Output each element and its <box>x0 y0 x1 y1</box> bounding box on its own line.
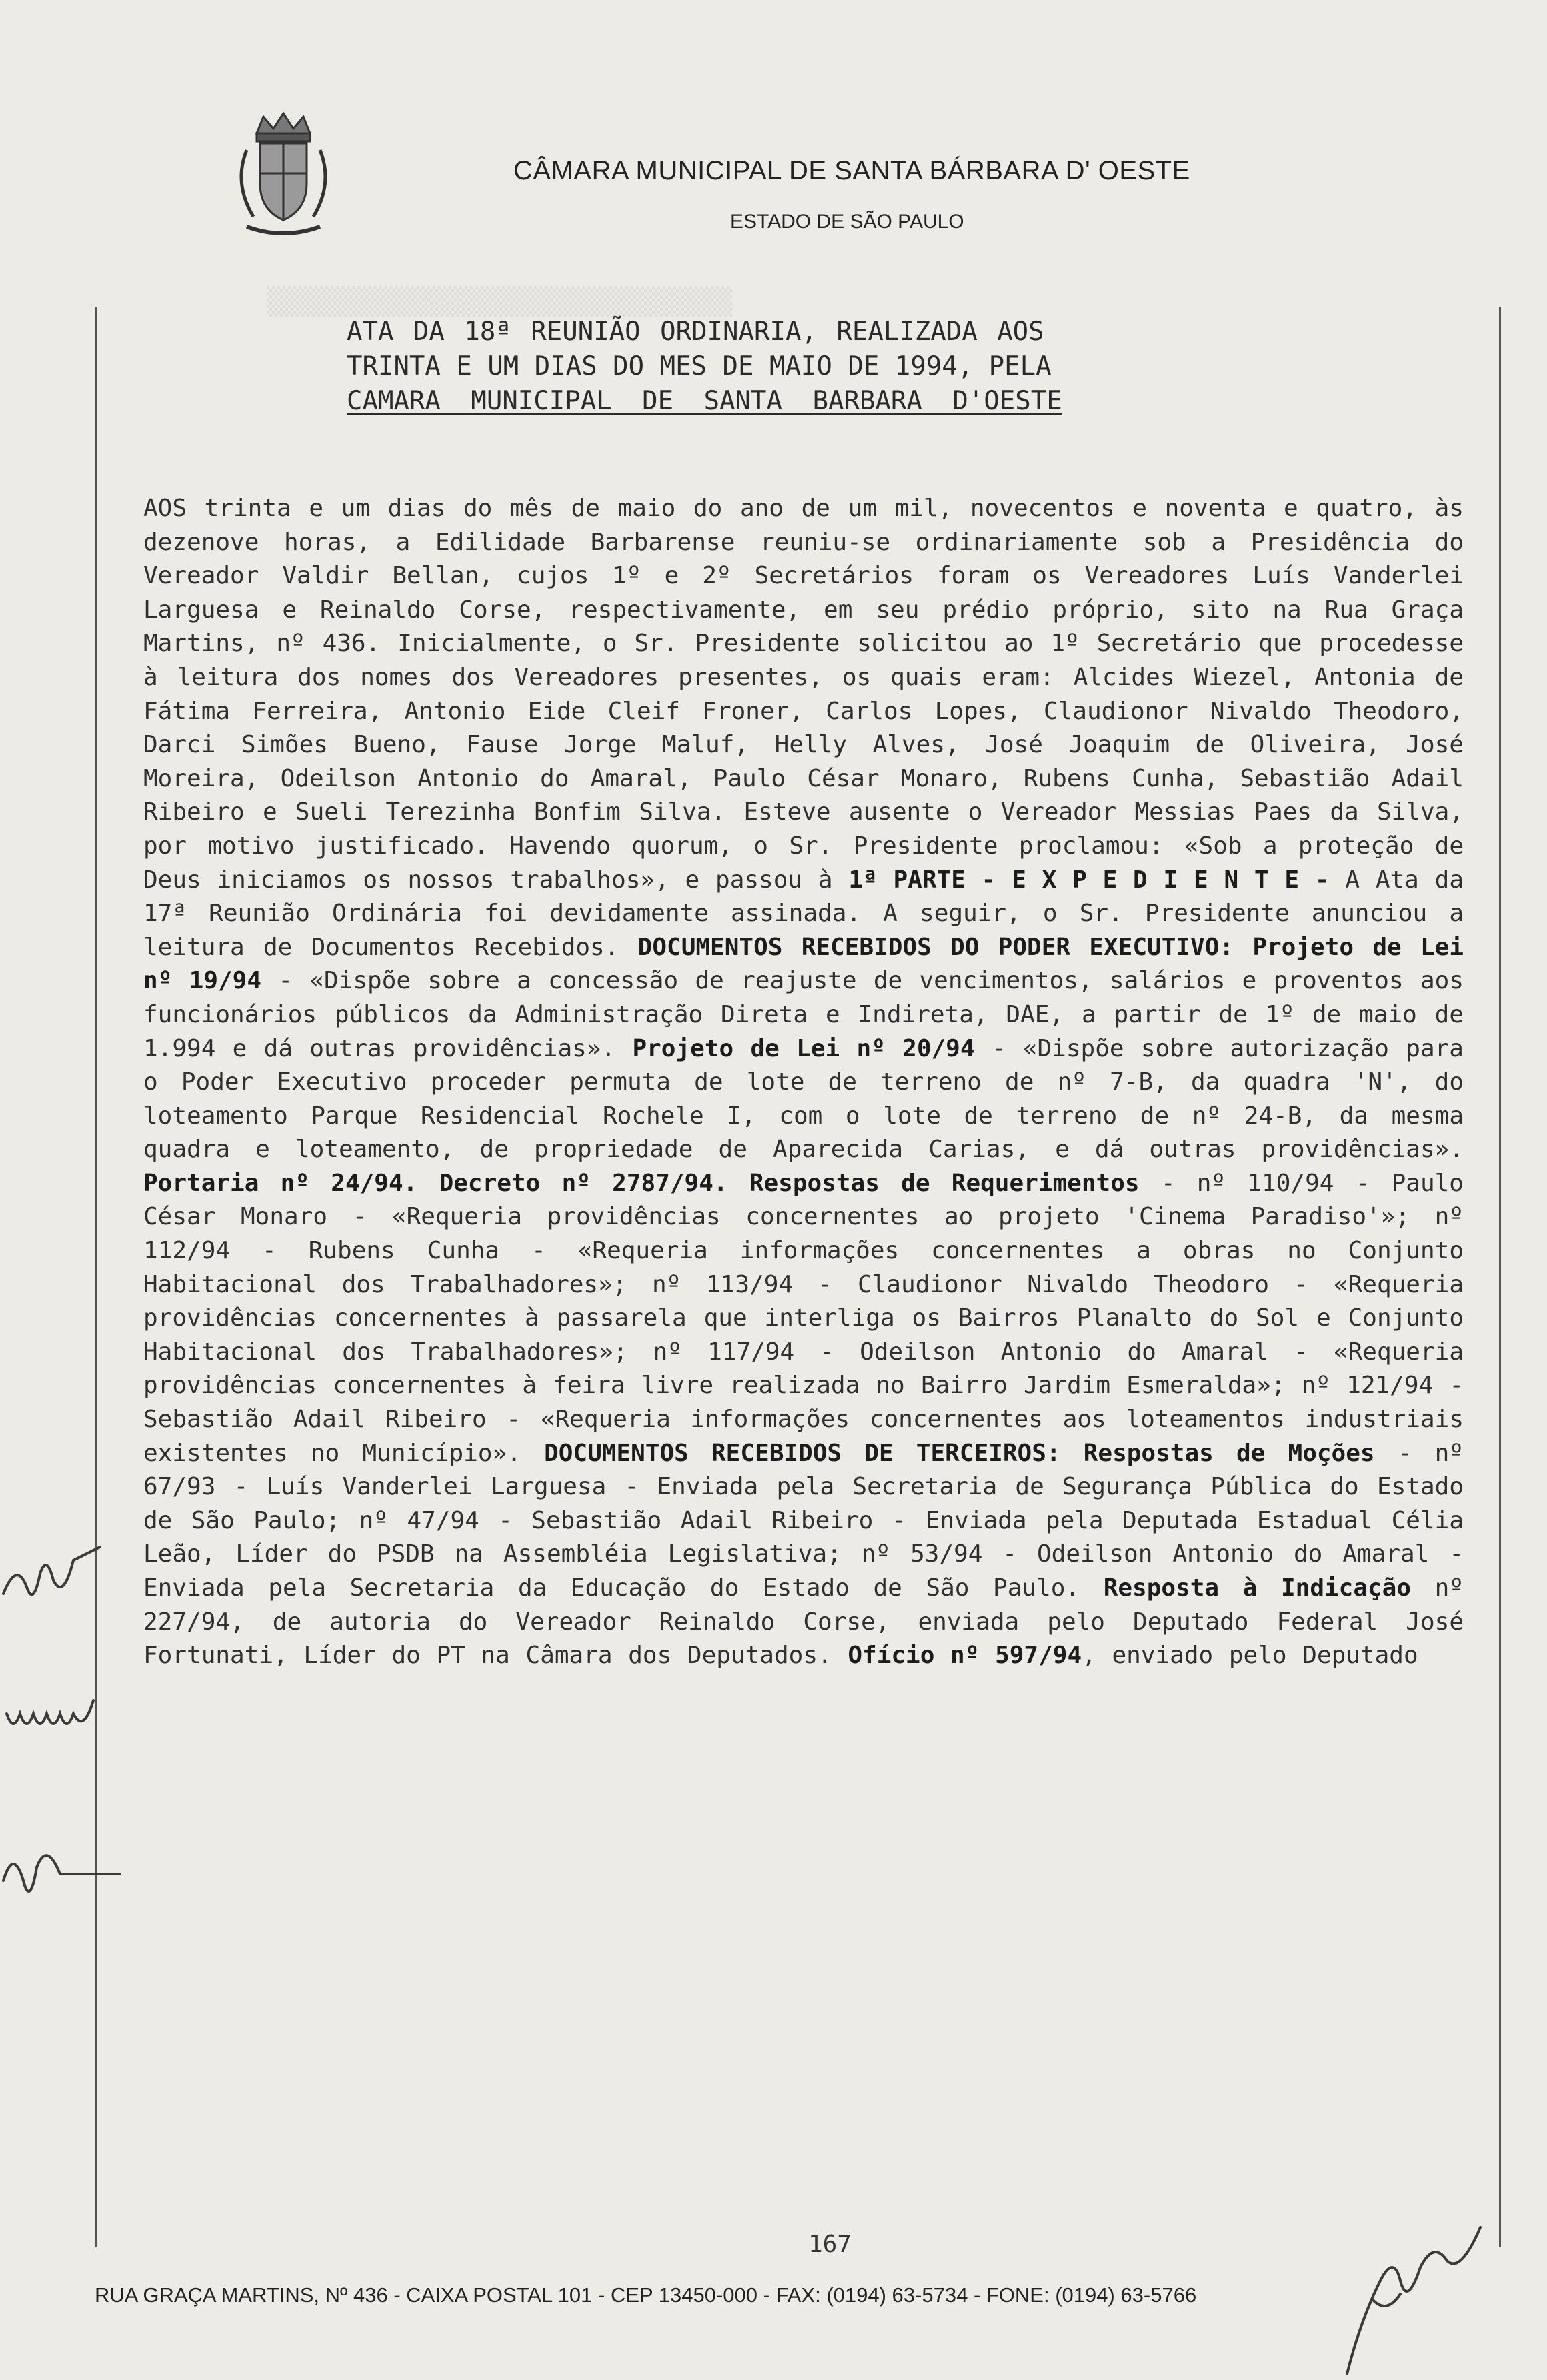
left-margin-rule <box>95 307 97 2247</box>
institution-name: CÂMARA MUNICIPAL DE SANTA BÁRBARA D' OESTE <box>513 156 1190 185</box>
body-text-segment: A Ata da 17ª Reunião Ordinária foi devidamente assinada. A seguir, o Sr. Presidente anunciou a leitura de Documentos Recebidos. <box>143 866 1464 961</box>
section-oficio: Ofício nº 597/94 <box>848 1642 1082 1670</box>
footer-address: RUA GRAÇA MARTINS, Nº 436 - CAIXA POSTAL 101 - CEP 13450-000 - FAX: (0194) 63-5734 - FONE: (0194) 63-5766 <box>95 2283 1197 2307</box>
minutes-title <box>347 315 1254 419</box>
minutes-body <box>143 492 1464 1673</box>
section-resposta-indicacao: Resposta à Indicação <box>1103 1574 1412 1602</box>
section-projeto-20: Projeto de Lei nº 20/94 <box>632 1034 975 1062</box>
bottom-right-signature-icon <box>1334 2201 1487 2380</box>
minutes-title-line-3: CAMARA MUNICIPAL DE SANTA BARBARA D'OESTE <box>347 386 1062 416</box>
body-text-segment: , enviado pelo Deputado <box>1082 1642 1418 1670</box>
bleed-through-text: ▒▒▒▒▒▒▒▒▒▒▒▒▒▒▒▒▒▒▒▒▒▒▒▒▒▒▒▒▒ <box>267 287 733 317</box>
body-text-segment: nº 227/94, de autoria do Vereador Reinaldo Corse, enviada pelo Deputado Federal José Fortunati, Líder do PT na Câmara dos Deputados. <box>143 1574 1464 1670</box>
body-text-segment: - «Dispõe sobre autorização para o Poder Executivo proceder permuta de lote de terreno de nº 7-B, da quadra 'N', do loteamento Parque Residencial Rochele I, com o lote de terreno de nº 24-B, da mesma quadra e loteamento, de propriedade de Aparecida Carias, e dá outras providências». <box>143 1034 1464 1164</box>
body-paragraph-opening: AOS trinta e um dias do mês de maio do ano de um mil, novecentos e noventa e quatro, às dezenove horas, a Edilidade Barbarense reuniu-se ordinariamente sob a Presidência do Vereador Valdir Bellan, cujos 1º e 2º Secretários foram os Vereadores Luís Vanderlei Larguesa e Reinaldo Corse, respectivamente, em seu prédio próprio, sito na Rua Graça Martins, nº 436. Inicialmente, o Sr. Presidente solicitou ao 1º Secretário que procedesse à leitura dos nomes dos Vereadores presentes, os quais eram: Alcides Wiezel, Antonia de Fátima Ferreira, Antonio Eide Cleif Froner, Carlos Lopes, Claudionor Nivaldo Theodoro, Darci Simões Bueno, Fause Jorge Maluf, Helly Alves, José Joaquim de Oliveira, José Moreira, Odeilson Antonio do Amaral, Paulo César Monaro, Rubens Cunha, Sebastião Adail Ribeiro e Sueli Terezinha Bonfim Silva. Esteve ausente o Vereador Messias Paes da Silva, por motivo justificado. Havendo quorum, o Sr. Presidente proclamou: «Sob a proteção de Deus iniciamos os nossos trabalhos», e passou à <box>143 495 1464 894</box>
minutes-title-line-2: TRINTA E UM DIAS DO MES DE MAIO DE 1994, PELA <box>347 351 1052 381</box>
minutes-title-line-1: ATA DA 18ª REUNIÃO ORDINARIA, REALIZADA AOS <box>347 317 1044 347</box>
section-documents-third-parties: DOCUMENTOS RECEBIDOS DE TERCEIROS: Respostas de Moções <box>544 1439 1375 1467</box>
body-text-segment: - nº 67/93 - Luís Vanderlei Larguesa - Enviada pela Secretaria de Segurança Pública do Estado de São Paulo; nº 47/94 - Sebastião Adail Ribeiro - Enviada pela Deputada Estadual Célia Leão, Líder do PSDB na Assembléia Legislativa; nº 53/94 - Odeilson Antonio do Amaral - Enviada pela Secretaria da Educação do Estado de São Paulo. <box>143 1439 1464 1602</box>
section-documents-executive: DOCUMENTOS RECEBIDOS DO PODER EXECUTIVO: Projeto de Lei nº 19/94 <box>143 933 1464 995</box>
right-margin-rule <box>1499 307 1501 2247</box>
page-number: 167 <box>808 2231 852 2258</box>
section-portaria-decreto: Portaria nº 24/94. Decreto nº 2787/94. Respostas de Requerimentos <box>143 1169 1140 1197</box>
margin-signatures-icon <box>0 1534 127 1907</box>
municipal-coat-of-arms-icon <box>227 110 340 243</box>
body-text-segment: - nº 110/94 - Paulo César Monaro - «Requeria providências concernentes ao projeto 'Cinema Paradiso'»; nº 112/94 - Rubens Cunha - «Requeria informações concernentes a obras no Conjunto Habitacional dos Trabalhadores»; nº 113/94 - Claudionor Nivaldo Theodoro - «Requeria providências concernentes à passarela que interliga os Bairros Planalto do Sol e Conjunto Habitacional dos Trabalhadores»; nº 117/94 - Odeilson Antonio do Amaral - «Requeria providências concernentes à feira livre realizada no Bairro Jardim Esmeralda»; nº 121/94 - Sebastião Adail Ribeiro - «Requeria informações concernentes aos loteamentos industriais existentes no Município». <box>143 1169 1464 1467</box>
state-name: ESTADO DE SÃO PAULO <box>730 211 964 233</box>
body-text-segment: - «Dispõe sobre a concessão de reajuste de vencimentos, salários e proventos aos funcionários públicos da Administração Direta e Indireta, DAE, a partir de 1º de maio de 1.994 e dá outras providências». <box>143 967 1464 1062</box>
section-expediente: 1ª PARTE - E X P E D I E N T E - <box>848 866 1330 894</box>
